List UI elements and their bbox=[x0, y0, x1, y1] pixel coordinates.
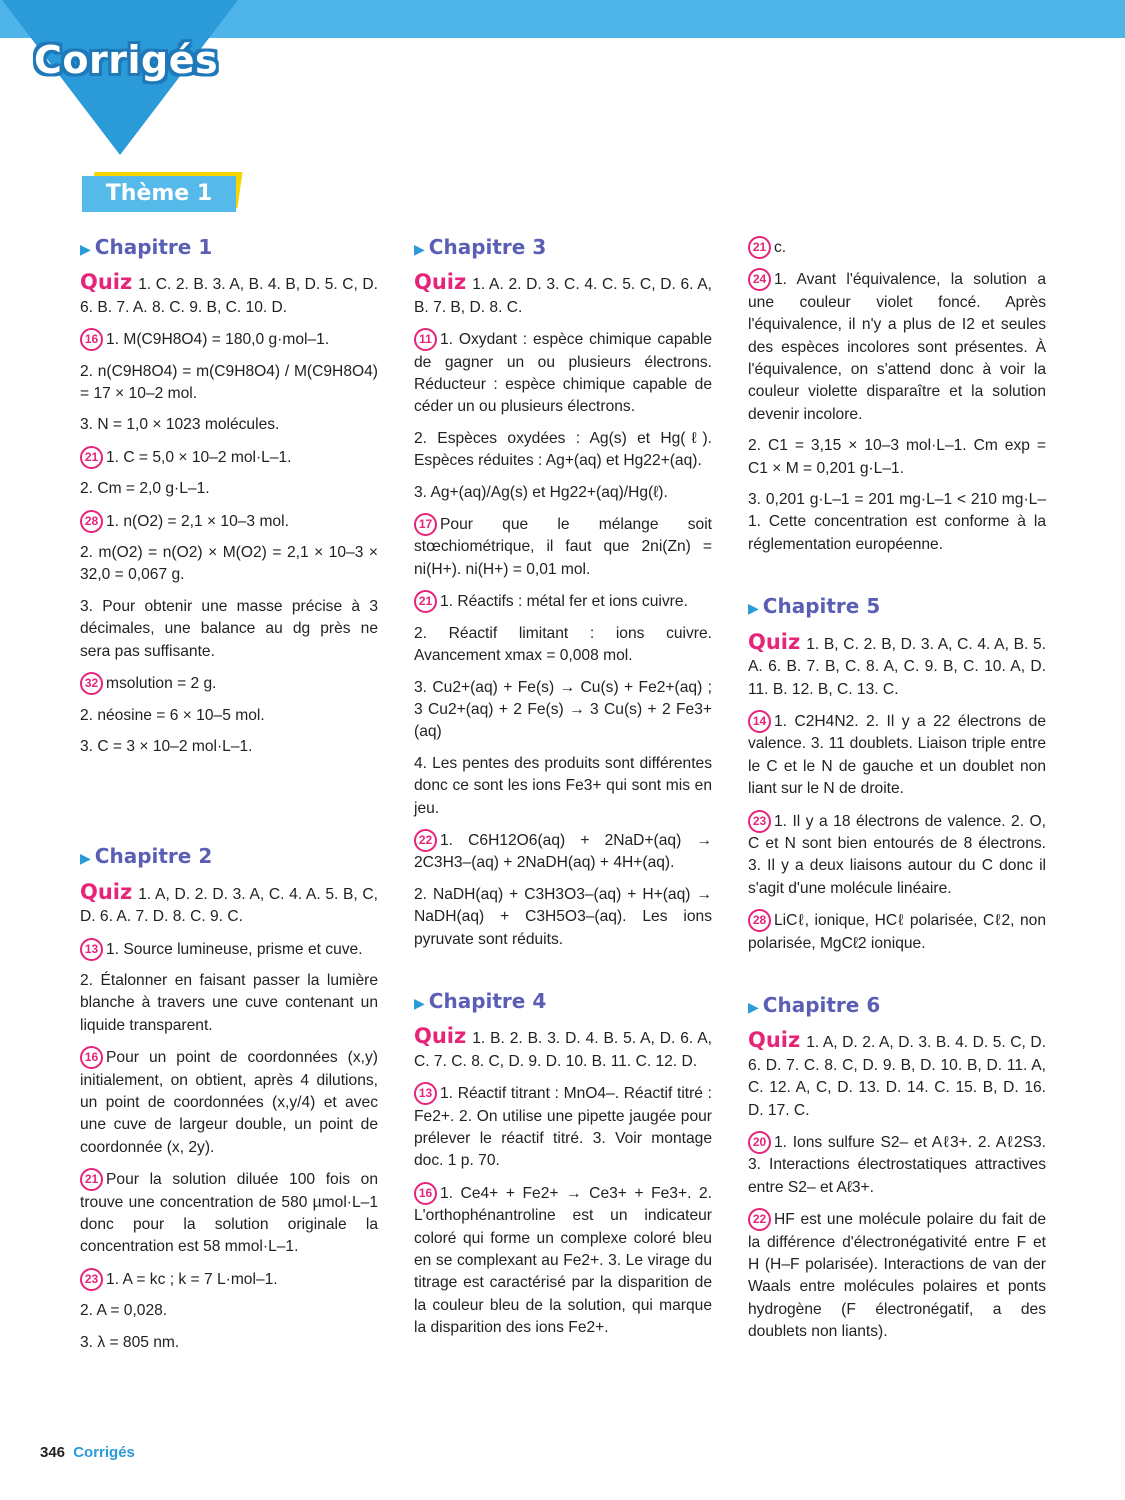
exercise-number-badge: 23 bbox=[80, 1268, 103, 1291]
chapter-heading bbox=[414, 236, 712, 261]
answer-text: 1. C2H4N2. 2. Il y a 22 électrons de valence. 3. 11 doublets. Liaison triple entre le C et le N de gauche et un doublet non liant sur le N de droite. bbox=[748, 712, 1046, 798]
page-footer bbox=[40, 1444, 135, 1461]
answer-text: 1. M(C9H8O4) = 180,0 g·mol–1. bbox=[106, 331, 330, 349]
answer-text: 1. A. 2. D. 3. C. 4. C. 5. C, D. 6. A, B. 7. B, D. 8. C. bbox=[414, 276, 712, 316]
answer-line bbox=[80, 414, 378, 436]
arrow-icon: ▶ bbox=[80, 851, 91, 868]
exercise-number-badge: 28 bbox=[748, 909, 771, 932]
exercise-number-badge: 16 bbox=[414, 1182, 437, 1205]
chapter-title: Chapitre 4 bbox=[428, 988, 547, 1013]
answer-text: 1. Oxydant : espèce chimique capable de gagner un ou plusieurs électrons. Réducteur : espèce chimique capable de céder un ou plusieurs électrons. bbox=[414, 331, 712, 416]
spacer bbox=[748, 565, 1046, 595]
quiz-label: Quiz bbox=[748, 1028, 801, 1053]
answer-line bbox=[414, 623, 712, 668]
arrow-icon: ▶ bbox=[748, 601, 759, 618]
exercise-number-badge: 13 bbox=[80, 938, 103, 961]
exercise-answer bbox=[414, 1182, 712, 1340]
exercise-number-badge: 20 bbox=[748, 1131, 771, 1154]
answer-line bbox=[80, 361, 378, 406]
answer-text: 2. Espèces oxydées : Ag(s) et Hg(ℓ). Espèces réduites : Ag+(aq) et Hg22+(aq). bbox=[414, 429, 712, 470]
answer-line bbox=[414, 884, 712, 951]
answer-text: 1. n(O2) = 2,1 × 10–3 mol. bbox=[106, 512, 289, 530]
theme-label: Thème 1 bbox=[82, 176, 236, 212]
answer-text: Pour la solution diluée 100 fois on trouve une concentration de 580 µmol·L–1 donc pour la solution originale la concentration est 58 mmol·L–1. bbox=[80, 1171, 378, 1256]
answer-line bbox=[80, 542, 378, 587]
answer-text: Pour que le mélange soit stœchiométrique, il faut que 2ni(Zn) = ni(H+). ni(H+) = 0,01 mol. bbox=[414, 516, 712, 578]
chapter-heading bbox=[414, 990, 712, 1015]
answer-text: msolution = 2 g. bbox=[106, 675, 217, 693]
quiz-label: Quiz bbox=[748, 629, 801, 654]
exercise-answer bbox=[80, 672, 378, 695]
exercise-number-badge: 21 bbox=[748, 236, 771, 259]
answer-text: 2. néosine = 6 × 10–5 mol. bbox=[80, 706, 265, 724]
chapter-title: Chapitre 2 bbox=[94, 844, 213, 869]
exercise-number-badge: 21 bbox=[80, 1168, 103, 1191]
exercise-number-badge: 23 bbox=[748, 810, 771, 833]
answer-text: 2. NaDH(aq) + C3H3O3–(aq) + H+(aq) → NaDH(aq) + C3H5O3–(aq). Les ions pyruvate sont réduits. bbox=[414, 885, 712, 948]
answer-text: 2. C1 = 3,15 × 10–3 mol·L–1. Cm exp = C1 × M = 0,201 g·L–1. bbox=[748, 437, 1046, 477]
chapter-heading bbox=[80, 845, 378, 870]
answer-text: 1. C. 2. B. 3. A, B. 4. B, D. 5. C, D. 6. B. 7. A. 8. C. 9. B, C. 10. D. bbox=[80, 276, 378, 316]
column-2 bbox=[414, 236, 712, 1349]
exercise-answer bbox=[748, 1131, 1046, 1199]
chapter-title: Chapitre 3 bbox=[428, 235, 547, 259]
exercise-answer bbox=[414, 513, 712, 581]
answer-line bbox=[414, 428, 712, 473]
quiz-answers bbox=[80, 881, 378, 929]
chapter-heading bbox=[748, 595, 1046, 620]
answer-text: 2. m(O2) = n(O2) × M(O2) = 2,1 × 10–3 × 32,0 = 0,067 g. bbox=[80, 544, 378, 584]
answer-text: 2. Cm = 2,0 g·L–1. bbox=[80, 480, 210, 498]
exercise-number-badge: 24 bbox=[748, 268, 771, 291]
exercise-number-badge: 13 bbox=[414, 1082, 437, 1105]
answer-text: c. bbox=[774, 239, 787, 256]
quiz-label: Quiz bbox=[80, 270, 133, 295]
exercise-answer bbox=[80, 938, 378, 961]
answer-text: HF est une molécule polaire du fait de la différence d'électronégativité entre F et H (H–F polarisée). Interactions de van der Waals entre molécules polaires et ponts hydrogène (F électronégatif, a des doublets non liants). bbox=[748, 1211, 1046, 1341]
answer-line bbox=[748, 435, 1046, 480]
answer-line bbox=[414, 482, 712, 504]
exercise-answer bbox=[80, 446, 378, 469]
arrow-icon: ▶ bbox=[414, 995, 425, 1012]
quiz-answers bbox=[748, 1029, 1046, 1122]
exercise-number-badge: 16 bbox=[80, 328, 103, 351]
exercise-number-badge: 28 bbox=[80, 510, 103, 533]
exercise-number-badge: 14 bbox=[748, 710, 771, 733]
quiz-answers bbox=[80, 271, 378, 319]
quiz-label: Quiz bbox=[80, 879, 133, 904]
footer-label: Corrigés bbox=[73, 1444, 135, 1461]
page-number: 346 bbox=[40, 1444, 66, 1461]
spacer bbox=[80, 767, 378, 845]
exercise-number-badge: 21 bbox=[414, 590, 437, 613]
chapter-heading bbox=[80, 236, 378, 261]
exercise-number-badge: 16 bbox=[80, 1046, 103, 1069]
answer-text: 1. B, C. 2. B, D. 3. A, C. 4. A, B. 5. A. 6. B. 7. B, C. 8. A, C. 9. B, C. 10. A, D. 11. B. 12. B, C. 13. C. bbox=[748, 635, 1046, 698]
arrow-icon: ▶ bbox=[748, 999, 759, 1016]
exercise-number-badge: 22 bbox=[414, 829, 437, 852]
arrow-icon: ▶ bbox=[414, 242, 425, 258]
answer-text: 4. Les pentes des produits sont différentes donc ce sont les ions Fe3+ qui sont mis en jeu. bbox=[414, 754, 712, 817]
exercise-answer bbox=[748, 1208, 1046, 1343]
exercise-answer bbox=[748, 236, 1046, 259]
answer-text: 1. Source lumineuse, prisme et cuve. bbox=[106, 940, 363, 958]
answer-text: 3. 0,201 g·L–1 = 201 mg·L–1 < 210 mg·L–1. Cette concentration est conforme à la réglementation européenne. bbox=[748, 491, 1046, 553]
answer-text: 1. Ce4+ + Fe2+ → Ce3+ + Fe3+. 2. L'orthophénantroline est un indicateur coloré qui forme un complexe coloré bleu en se complexant au Fe2+. 3. Le virage du titrage est caractérisé par la disparition de la couleur bleu de la solution, qui marque la disparition des ions Fe2+. bbox=[414, 1184, 712, 1337]
answer-text: 1. A = kc ; k = 7 L·mol–1. bbox=[106, 1270, 278, 1288]
exercise-answer bbox=[748, 268, 1046, 426]
answer-text: 2. Réactif limitant : ions cuivre. Avancement xmax = 0,008 mol. bbox=[414, 624, 712, 665]
answer-line bbox=[414, 677, 712, 744]
answer-line bbox=[80, 736, 378, 758]
exercise-number-badge: 11 bbox=[414, 328, 437, 351]
exercise-answer bbox=[80, 1046, 378, 1159]
chapter-title: Chapitre 5 bbox=[762, 594, 881, 619]
exercise-number-badge: 22 bbox=[748, 1208, 771, 1231]
exercise-answer bbox=[748, 710, 1046, 801]
page-title: Corrigés bbox=[34, 38, 219, 82]
exercise-number-badge: 21 bbox=[80, 446, 103, 469]
answer-text: 1. B. 2. B. 3. D. 4. B. 5. A, D. 6. A, C. 7. C. 8. C, D. 9. D. 10. B. 11. C. 12. D. bbox=[414, 1030, 712, 1070]
quiz-answers bbox=[414, 271, 712, 319]
answer-text: 3. C = 3 × 10–2 mol·L–1. bbox=[80, 737, 253, 755]
answer-text: 1. A, D. 2. D. 3. A, C. 4. A. 5. B, C, D. 6. A. 7. D. 8. C. 9. C. bbox=[80, 885, 378, 926]
answer-text: 3. Pour obtenir une masse précise à 3 décimales, une balance au dg près ne sera pas suffisante. bbox=[80, 597, 378, 660]
chapter-title: Chapitre 1 bbox=[94, 235, 213, 259]
exercise-answer bbox=[414, 590, 712, 613]
exercise-answer bbox=[414, 1082, 712, 1173]
exercise-answer bbox=[414, 328, 712, 419]
exercise-answer bbox=[80, 510, 378, 533]
exercise-answer bbox=[80, 328, 378, 351]
answer-text: 1. C = 5,0 × 10–2 mol·L–1. bbox=[106, 448, 292, 466]
chapter-title: Chapitre 6 bbox=[762, 992, 881, 1017]
quiz-label: Quiz bbox=[414, 1024, 467, 1049]
answer-line bbox=[748, 489, 1046, 556]
exercise-answer bbox=[80, 1168, 378, 1259]
answer-text: 1. Il y a 18 électrons de valence. 2. O, C et N sont bien entourés de 8 électrons. 3. Il y a deux liaisons autour du C donc il s'agit d'une molécule linéaire. bbox=[748, 812, 1046, 897]
answer-line bbox=[80, 596, 378, 663]
answer-text: LiCℓ, ionique, HCℓ polarisée, Cℓ2, non polarisée, MgCℓ2 ionique. bbox=[748, 912, 1046, 952]
spacer bbox=[414, 960, 712, 990]
answer-text: 1. A, D. 2. A, D. 3. B. 4. D. 5. C, D. 6. D. 7. C. 8. C, D. 9. B, D. 10. B, D. 11. A, C. 12. A, C, D. 13. D. 14. C. 15. B, D. 16. D. 17. C. bbox=[748, 1034, 1046, 1119]
answer-text: 3. λ = 805 nm. bbox=[80, 1333, 180, 1351]
answer-line bbox=[80, 1332, 378, 1354]
arrow-icon: ▶ bbox=[80, 242, 91, 258]
column-3 bbox=[748, 236, 1046, 1353]
exercise-answer bbox=[414, 829, 712, 875]
answer-text: 2. A = 0,028. bbox=[80, 1302, 168, 1320]
chapter-heading bbox=[748, 994, 1046, 1019]
answer-text: 1. Réactifs : métal fer et ions cuivre. bbox=[440, 593, 688, 611]
answer-text: 2. n(C9H8O4) = m(C9H8O4) / M(C9H8O4) = 17 × 10–2 mol. bbox=[80, 362, 378, 403]
answer-line bbox=[414, 753, 712, 820]
quiz-answers bbox=[414, 1025, 712, 1073]
exercise-number-badge: 32 bbox=[80, 672, 103, 695]
answer-text: 1. C6H12O6(aq) + 2NaD+(aq) → 2C3H3–(aq) + 2NaDH(aq) + 4H+(aq). bbox=[414, 831, 712, 872]
answer-text: 1. Réactif titrant : MnO4–. Réactif titré : Fe2+. 2. On utilise une pipette jaugée pour prélever le réactif titré. 3. Voir montage doc. 1 p. 70. bbox=[414, 1085, 712, 1170]
answer-line bbox=[80, 705, 378, 727]
answer-text: Pour un point de coordonnées (x,y) initialement, on obtient, après 4 dilutions, un point de coordonnées (x,y/4) et avec une cuve de largeur double, un point de coordonnée (x, 2y). bbox=[80, 1049, 378, 1156]
answer-line bbox=[80, 478, 378, 500]
answer-text: 1. Ions sulfure S2– et Aℓ3+. 2. Aℓ2S3. 3. Interactions électrostatiques attractives entre S2– et Aℓ3+. bbox=[748, 1134, 1046, 1196]
quiz-label: Quiz bbox=[414, 270, 467, 295]
quiz-answers bbox=[748, 631, 1046, 701]
exercise-answer bbox=[748, 909, 1046, 955]
exercise-answer bbox=[748, 810, 1046, 901]
exercise-answer bbox=[80, 1268, 378, 1291]
answer-text: 2. Étalonner en faisant passer la lumière blanche à travers une cuve contenant un liquide transparent. bbox=[80, 971, 378, 1034]
answer-text: 3. N = 1,0 × 1023 molécules. bbox=[80, 416, 280, 434]
answer-text: 1. Avant l'équivalence, la solution a une couleur violet foncé. Après l'équivalence, il n'y a plus de I2 et seules des espèces incolores sont présentes. À l'équivalence, on s'attend donc à voir la couleur violette disparaître et la solution devenir incolore. bbox=[748, 271, 1046, 423]
answer-text: 3. Ag+(aq)/Ag(s) et Hg22+(aq)/Hg(ℓ). bbox=[414, 483, 668, 501]
spacer bbox=[748, 964, 1046, 994]
answer-line bbox=[80, 970, 378, 1037]
answer-line bbox=[80, 1300, 378, 1322]
exercise-number-badge: 17 bbox=[414, 513, 437, 536]
answer-text: 3. Cu2+(aq) + Fe(s) → Cu(s) + Fe2+(aq) ; 3 Cu2+(aq) + 2 Fe(s) → 3 Cu(s) + 2 Fe3+(aq) bbox=[414, 678, 712, 741]
column-1 bbox=[80, 236, 378, 1363]
